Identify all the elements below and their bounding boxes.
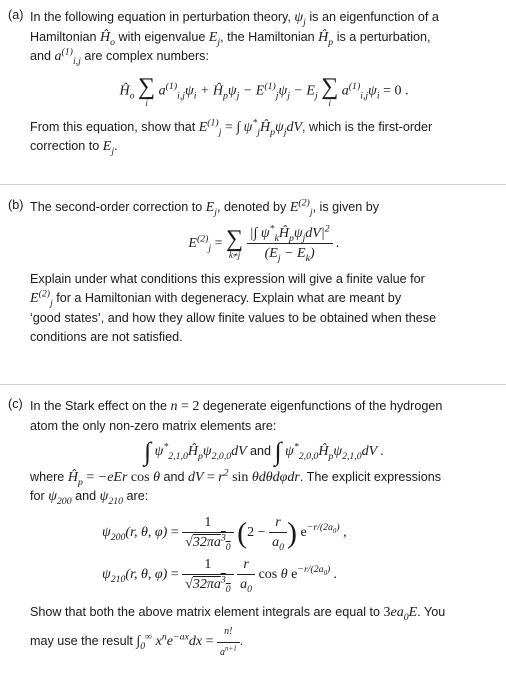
equation-perturbation: $Ĥ_o$ ∑ i $a^{(1)}_{i,j}\psi_i$ + $Ĥ_p\psi_j - E^{(1)}_j\psi_j - E_j$ ∑ i $a^{(1)}_{i,j}\psi_i = 0$ .	[119, 73, 409, 108]
part-a	[8, 8, 498, 157]
part-a-show: From this equation, show that $E^{(1)}_j$ = ∫ $\psi^*_jĤ_p\psi_jdV$, which is the first-order correction to $E_j$.	[30, 116, 433, 157]
equation-psi-200: $\psi_{200}(r$, θ, φ) = $\frac{1}{√32\pi a^3_0}$ (2 − $\frac{r}{a_0}$ ) $e^{-r/(2a_0)}$ ,	[102, 514, 347, 553]
part-c-body	[30, 397, 498, 662]
equation-matrix-elements: ∫ $\psi^*_{2,1,0}Ĥ_p\psi_{2,0,0}dV$ and ∫ $\psi^*_{2,0,0}Ĥ_p\psi_{2,1,0}dV$ .	[144, 437, 384, 467]
part-c-where: where $Ĥ_p = -eEr$ cos θ and dV = $r^2$ sin θdθdφdr. The explicit expressions for $\psi_{200}$ and $\psi_{210}$ are:	[30, 466, 442, 507]
part-a-intro: In the following equation in perturbation theory, $\psi_j$ is an eigenfunction of a Hamiltonian $Ĥ_o$ with eigenvalue $E_j$, the Hamiltonian $Ĥ_p$ is a perturbation, and $a^{(1)}_{i,j}$ are complex numbers:	[30, 10, 439, 67]
equation-psi-210: $\psi_{210}(r$, θ, φ) = $\frac{1}{√32\pi a^3_0}$ $\frac{r}{a_0}$ cos θ $e^{-r/(2a_0)}$ .	[102, 556, 338, 595]
part-c-intro: In the Stark effect on the n = 2 degenerate eigenfunctions of the hydrogen atom the only non-zero matrix elements are:	[30, 399, 443, 433]
divider-a-b	[0, 184, 506, 185]
part-c-show: Show that both the above matrix element integrals are equal to $3ea_0E$. You may use the result $\int_0^\infty$ $x^ne^{-ax}dx$ = $\frac{n!}{a^{n+1}}$ .	[30, 604, 446, 658]
part-b-label: (b)	[8, 198, 24, 212]
part-c-label: (c)	[8, 397, 23, 411]
part-b	[8, 198, 498, 348]
part-c	[8, 397, 498, 662]
part-b-intro: The second-order correction to $E_j$, denoted by $E^{(2)}_j$, is given by	[30, 197, 380, 218]
divider-b-c	[0, 384, 506, 385]
part-a-label: (a)	[8, 8, 24, 22]
part-b-explain: Explain under what conditions this expression will give a finite value for $E^{(2)}_j$ for a Hamiltonian with degeneracy. Explain what are meant by ‘good states’, and how they allow finite values to be obtained when these conditions are not satisfied.	[30, 271, 437, 344]
part-b-body	[30, 198, 498, 348]
part-a-body	[30, 8, 498, 157]
equation-second-order: $E^{(2)}_j$ = ∑ k≠j $\frac{|\int \psi^*_kĤ_p\psi_jdV|^2}{(E_j - E_k)}$ .	[188, 222, 340, 264]
